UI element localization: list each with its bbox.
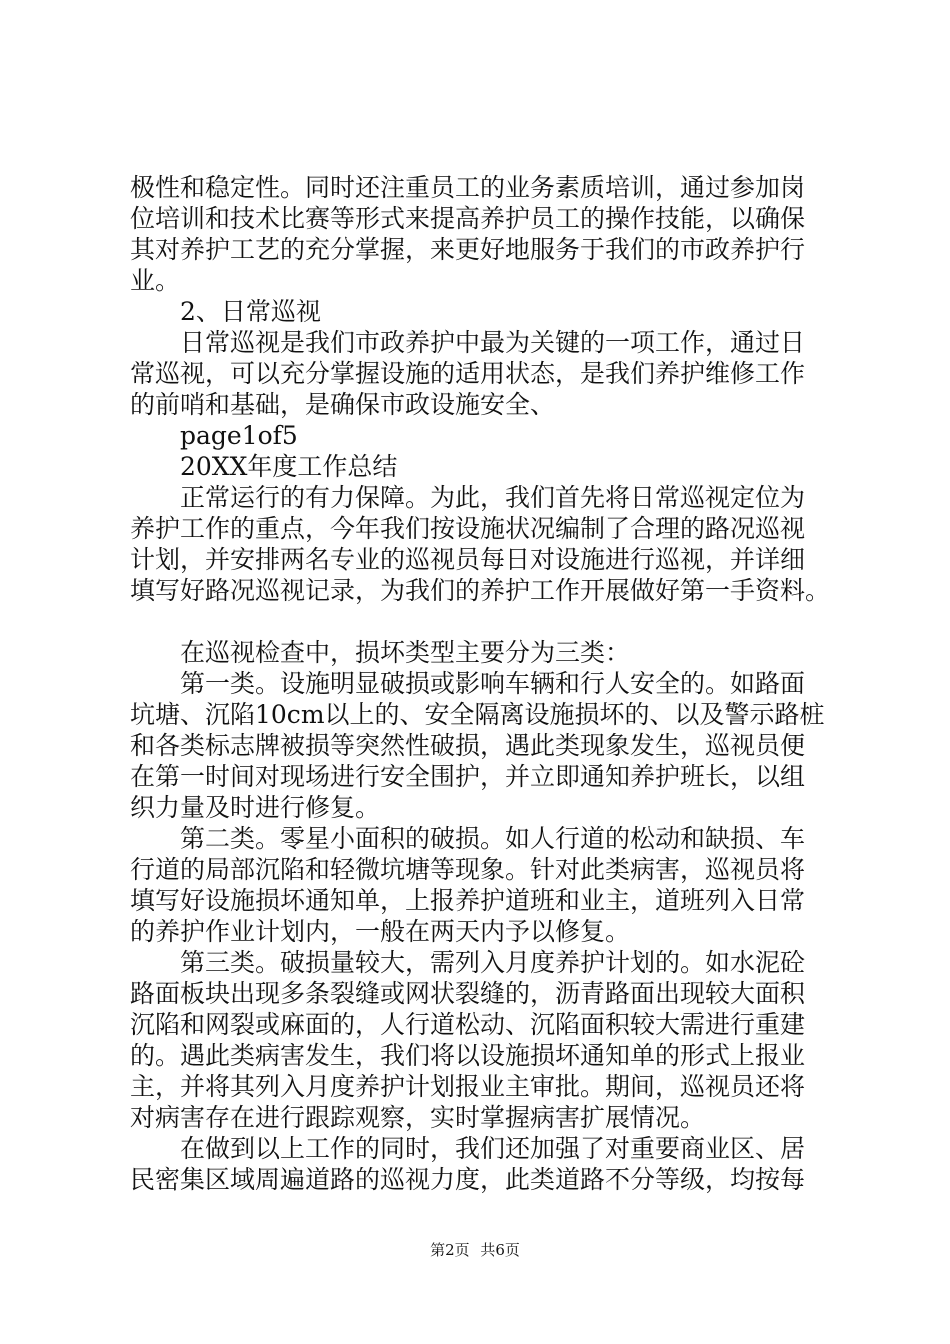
text-line: 民密集区域周遍道路的巡视力度，此类道路不分等级，均按每 <box>130 1165 806 1194</box>
document-title: 20XX年度工作总结 <box>180 452 398 481</box>
text-line: 填写好设施损坏通知单，上报养护道班和业主，道班列入日常 <box>130 886 806 915</box>
document-body <box>130 172 830 1195</box>
text-line: 位培训和技术比赛等形式来提高养护员工的操作技能，以确保 <box>130 204 806 233</box>
text-line: 第一类。设施明显破损或影响车辆和行人安全的。如路面 <box>180 669 806 698</box>
text-line: 养护工作的重点，今年我们按设施状况编制了合理的路况巡视 <box>130 514 806 543</box>
text-line: 日常巡视是我们市政养护中最为关键的一项工作，通过日 <box>180 328 806 357</box>
text-line: 行道的局部沉陷和轻微坑塘等现象。针对此类病害，巡视员将 <box>130 855 806 884</box>
text-line: 的。遇此类病害发生，我们将以设施损坏通知单的形式上报业 <box>130 1041 806 1070</box>
page-total: 共6页 <box>480 1241 520 1259</box>
text-line: 织力量及时进行修复。 <box>130 793 381 822</box>
text-line: 业。 <box>130 266 181 295</box>
text-line: 在第一时间对现场进行安全围护，并立即通知养护班长，以组 <box>130 762 806 791</box>
text-line: 其对养护工艺的充分掌握，来更好地服务于我们的市政养护行 <box>130 235 806 264</box>
text-line: 计划，并安排两名专业的巡视员每日对设施进行巡视，并详细 <box>130 545 806 574</box>
text-line: 极性和稳定性。同时还注重员工的业务素质培训，通过参加岗 <box>130 173 806 202</box>
text-line: 填写好路况巡视记录，为我们的养护工作开展做好第一手资料。 <box>130 576 830 605</box>
section-heading: 2、日常巡视 <box>180 297 321 326</box>
blank-line <box>130 606 830 637</box>
text-line: 沉陷和网裂或麻面的，人行道松动、沉陷面积较大需进行重建 <box>130 1010 806 1039</box>
text-line: 和各类标志牌被损等突然性破损，遇此类现象发生，巡视员便 <box>130 731 806 760</box>
text-line: 正常运行的有力保障。为此，我们首先将日常巡视定位为 <box>180 483 806 512</box>
text-line: 对病害存在进行跟踪观察，实时掌握病害扩展情况。 <box>130 1103 706 1132</box>
text-line: 第二类。零星小面积的破损。如人行道的松动和缺损、车 <box>180 824 806 853</box>
text-line: 坑塘、沉陷10cm以上的、安全隔离设施损坏的、以及警示路桩 <box>130 700 825 729</box>
text-line: 主，并将其列入月度养护计划报业主审批。期间，巡视员还将 <box>130 1072 806 1101</box>
text-line: 路面板块出现多条裂缝或网状裂缝的，沥青路面出现较大面积 <box>130 979 806 1008</box>
text-line: 的养护作业计划内，一般在两天内予以修复。 <box>130 917 631 946</box>
page-number: 第2页 <box>430 1241 470 1259</box>
page-footer <box>0 1240 950 1260</box>
text-line: 的前哨和基础，是确保市政设施安全、 <box>130 390 556 419</box>
text-line: 常巡视，可以充分掌握设施的适用状态，是我们养护维修工作 <box>130 359 806 388</box>
page-marker: page1of5 <box>180 421 298 450</box>
text-line: 在做到以上工作的同时，我们还加强了对重要商业区、居 <box>180 1134 806 1163</box>
text-line: 第三类。破损量较大，需列入月度养护计划的。如水泥砼 <box>180 948 806 977</box>
text-line: 在巡视检查中，损坏类型主要分为三类： <box>180 638 631 667</box>
